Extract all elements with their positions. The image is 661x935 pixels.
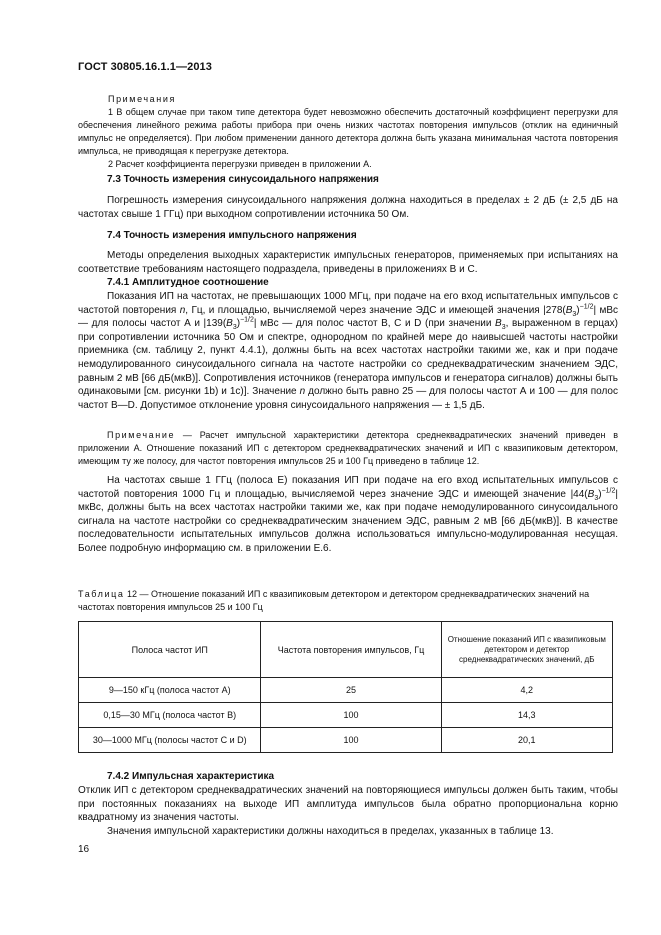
cell-ratio: 20,1 (441, 728, 612, 753)
table-12 (78, 621, 613, 753)
table-row (79, 678, 613, 703)
section-7-4-1-paragraph-1: Показания ИП на частотах, не превышающих 1000 МГц, при подаче на его вход испытательных импульсов с частотой повторения n, Гц, и площадью, вычисляемой через значение ЭДС и имеющей значения $|278(B_3)^{-1/2}|$ мВс — для полосы частот А и $|139(B_3)^{-1/2}|$ мВс — для полос частот В, С и D (при значении $B_3$, выраженном в герцах) при сопротивлении источника 50 Ом и спектре, однородном по крайней мере до наивысшей частоты настройки приемника (см. таблицу 2, пункт 4.4.1), должны быть на всех частотах настройки такими же, как и при подаче немодулированного синусоидального сигнала на частоте настройки со среднеквадратическим значением ЭДС, равным 2 мВ [66 дБ(мкВ)]. Сопротивления источников (генератора импульсов и генератора сигналов) должны быть одинаковыми [см. рисунки 1b) и 1с)]. Значение n должно быть равно 25 — для полосы частот А и 100 — для полос частот В—D. Допустимое отклонение уровня синусоидального напряжения — ± 1,5 дБ. (78, 291, 619, 411)
section-7-4-2-text (78, 784, 618, 838)
cell-band: 9—150 кГц (полоса частот А) (79, 678, 261, 703)
section-7-4-1-note: Примечание — Расчет импульсной характеристики детектора среднеквадратических значений приведен в приложении А. Отношение показаний ИП с детектором среднеквадратических значений и ИП с квазипиковым детектором, имеющим ту же полосу, для частот повторения импульсов 25 и 100 Гц приведено в таблице 12. (78, 430, 618, 466)
document-header: ГОСТ 30805.16.1.1—2013 (78, 61, 212, 73)
notes-block (78, 93, 618, 171)
col-header-ratio: Отношение показаний ИП с квазипиковым детектором и детектор среднеквадратических значений, дБ (441, 622, 612, 678)
cell-ratio: 4,2 (441, 678, 612, 703)
section-7-4-2-paragraph-2: Значения импульсной характеристики должны находиться в пределах, указанных в таблице 13. (107, 825, 554, 837)
col-header-band: Полоса частот ИП (79, 622, 261, 678)
section-7-4-heading: 7.4 Точность измерения импульсного напряжения (107, 230, 357, 241)
note-1: 1 В общем случае при таком типе детектора будет невозможно обеспечить достаточный коэффициент перегрузки для обеспечения линейного режима работы прибора при очень низких частотах повторения импульсов (отклик на единичный импульс не определяется). При любом применении данного детектора должна быть указана минимальная частота повторения импульса, не приводящая к перегрузке детектора. (78, 107, 618, 156)
section-7-3-heading: 7.3 Точность измерения синусоидального напряжения (107, 174, 379, 185)
cell-frequency: 100 (261, 703, 441, 728)
cell-band: 30—1000 МГц (полосы частот С и D) (79, 728, 261, 753)
section-7-4-1-heading: 7.4.1 Амплитудное соотношение (107, 277, 269, 288)
section-7-4-paragraph: Методы определения выходных характеристик импульсных генераторов, применяемых при испытаниях на соответствие требованиям настоящего подраздела, приведены в приложениях В и С. (78, 250, 618, 275)
section-7-3-paragraph: Погрешность измерения синусоидального напряжения должна находиться в пределах ± 2 дБ (± 2,5 дБ на частотах свыше 1 ГГц) при выходном сопротивлении источника 50 Ом. (78, 195, 618, 220)
table-row (79, 728, 613, 753)
cell-band: 0,15—30 МГц (полоса частот В) (79, 703, 261, 728)
cell-frequency: 100 (261, 728, 441, 753)
section-7-4-2-heading: 7.4.2 Импульсная характеристика (107, 771, 275, 782)
cell-frequency: 25 (261, 678, 441, 703)
table-12-caption: Таблица 12 — Отношение показаний ИП с квазипиковым детектором и детектором среднеквадратических значений на частотах повторения импульсов 25 и 100 Гц (78, 589, 590, 612)
section-7-4-2-paragraph-1: Отклик ИП с детектором среднеквадратических значений на повторяющиеся импульсы должен быть таким, чтобы при постоянных показаниях на выходе ИП амплитуда импульсов была обратно пропорциональна корню квадратному из значения частоты. (78, 785, 618, 824)
cell-ratio: 14,3 (441, 703, 612, 728)
section-7-4-1-paragraph-2: На частотах свыше 1 ГГц (полоса Е) показания ИП при подаче на его вход испытательных импульсов с частотой повторения 1000 Гц и площадью, вычисляемой через значение ЭДС и имеющей значение $|44(B_3)^{-1/2}|$ мкВс, должны быть на всех частотах настройки такими же, как при подаче немодулированного синусоидального сигнала на частоте настройки со среднеквадратическим значением ЭДС, равным 2 мВ [66 дБ(мкВ)]. В качестве последовательности испытательных импульсов должна использоваться импульсно-модулированная несущая. Более подробную информацию см. в приложении Е.6. (78, 475, 618, 554)
note-label: Примечание (107, 430, 176, 440)
section-7-3-text (78, 194, 618, 221)
section-7-4-text (78, 249, 618, 276)
notes-label: Примечания (108, 94, 176, 104)
page-number: 16 (78, 844, 90, 855)
note-2: 2 Расчет коэффициента перегрузки приведен в приложении А. (108, 159, 372, 169)
col-header-frequency: Частота повторения импульсов, Гц (261, 622, 441, 678)
table-header-row (79, 622, 613, 678)
table-row (79, 703, 613, 728)
